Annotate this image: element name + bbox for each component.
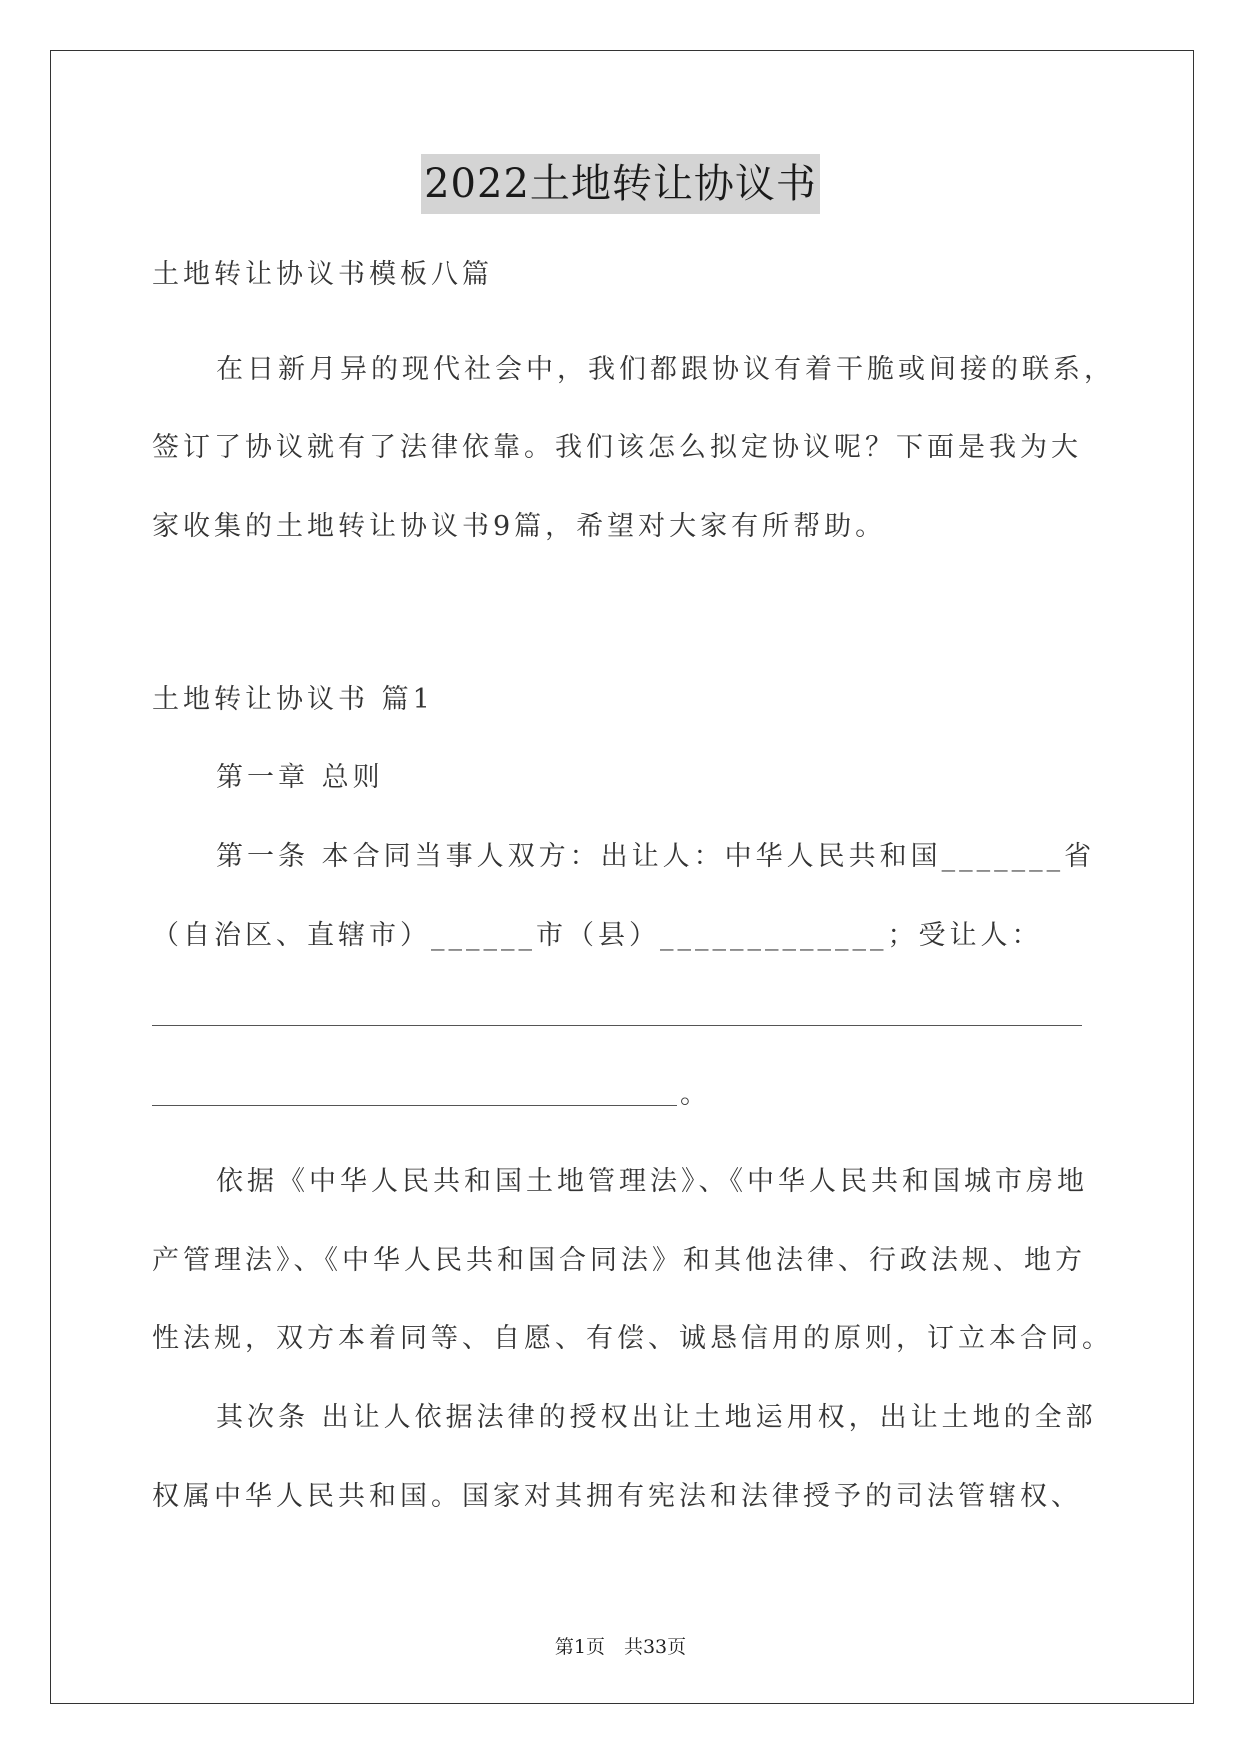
paragraph-line: 性法规，双方本着同等、自愿、有偿、诚恳信用的原则，订立本合同。 (152, 1323, 1113, 1354)
paragraph-line: 签订了协议就有了法律依靠。我们该怎么拟定协议呢？下面是我为大 (152, 432, 1082, 463)
article-line: 其次条 出让人依据法律的授权出让土地运用权，出让土地的全部 (216, 1402, 1097, 1433)
paragraph-line: 在日新月异的现代社会中，我们都跟协议有着干脆或间接的联系， (216, 354, 1115, 385)
subtitle-line: 土地转让协议书模板八篇 (152, 259, 493, 290)
paragraph-line: 产管理法》、《中华人民共和国合同法》和其他法律、行政法规、地方 (152, 1245, 1086, 1276)
section-heading: 土地转让协议书 篇1 (152, 684, 434, 715)
blank-fill-line (152, 1105, 677, 1106)
article-line: （自治区、直辖市）______市（县）_____________；受让人： (152, 920, 1043, 951)
page-border (50, 50, 1194, 1704)
document-title: 2022土地转让协议书 (421, 154, 820, 214)
paragraph-line: 依据《中华人民共和国土地管理法》、《中华人民共和国城市房地 (216, 1166, 1088, 1197)
title-container (0, 154, 1241, 214)
period-mark: 。 (680, 1079, 711, 1110)
paragraph-line: 家收集的土地转让协议书9篇，希望对大家有所帮助。 (152, 511, 887, 542)
article-line: 权属中华人民共和国。国家对其拥有宪法和法律授予的司法管辖权、 (152, 1481, 1082, 1512)
chapter-heading: 第一章 总则 (216, 762, 384, 793)
article-line: 第一条 本合同当事人双方：出让人：中华人民共和国_______省 (216, 841, 1096, 872)
blank-fill-line (152, 1025, 1082, 1026)
page-footer: 第1页 共33页 (554, 1636, 687, 1658)
